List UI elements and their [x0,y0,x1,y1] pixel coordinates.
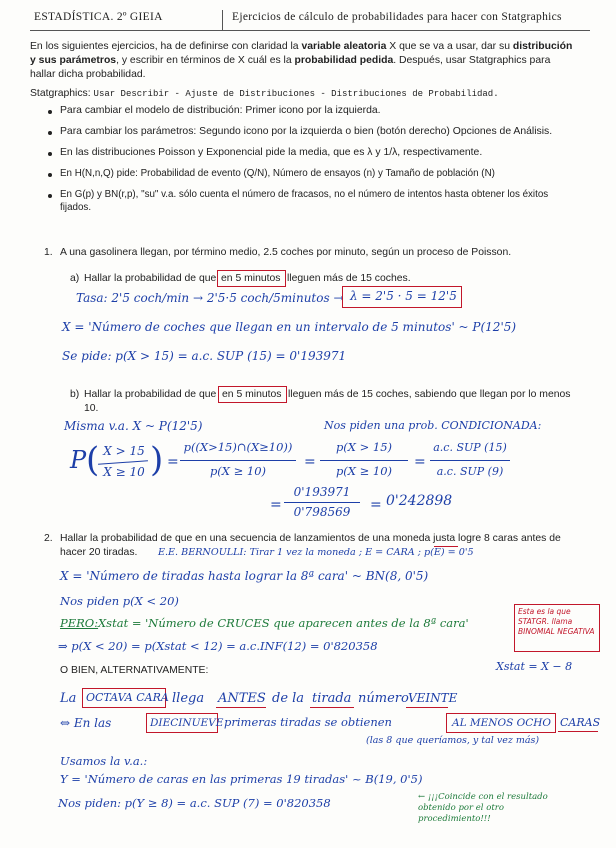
problem-1a-post: lleguen más de 15 coches. [287,273,411,284]
fraction-rule [284,502,360,503]
problem-2-statement-line-2: hacer 20 tiradas. [60,547,138,558]
fraction-rule [320,460,408,461]
eq4-denominator: 0'798569 [293,505,351,519]
handwritten-conditional: Nos piden una prob. CONDICIONADA: [324,419,542,432]
handwritten-var-x: X = 'Número de coches que llegan en un intervalo de 5 minutos' ~ P(12'5) [62,320,517,334]
handwritten-diecinueve: DIECINUEVE [150,717,224,729]
problem-1b-post-2: 10. [84,403,99,414]
handwritten-p: P [70,446,87,474]
handwritten-y-request: Nos piden: p(Y ≥ 8) = a.c. SUP (7) = 0'820358 [58,796,331,810]
bullet-dot [48,152,52,156]
handwritten-var-y: Y = 'Número de caras en las primeras 19 tiradas' ~ B(19, 0'5) [60,772,423,786]
eq3-numerator: a.c. SUP (15) [433,441,507,454]
underline [216,707,266,708]
problem-1a-label: a) [70,273,80,284]
handwritten-piden: Nos piden p(X < 20) [60,594,179,608]
handwritten-parenthetical: (las 8 que queríamos, y tal vez más) [366,735,540,746]
eq2-denominator: p(X ≥ 10) [335,464,393,478]
cond-numerator: X > 15 [103,444,145,458]
equals-sign: = [370,497,382,513]
handwritten-xstat-eq: Xstat = X − 8 [496,660,573,673]
problem-1a-box-text: en 5 minutos [221,273,281,284]
handwritten-caras: CARAS [560,716,601,729]
eq1-denominator: p(X ≥ 10) [209,464,267,478]
handwritten-tirada: tirada [312,691,352,706]
handwritten-antes: ANTES [218,691,266,706]
handwritten-almenos: AL MENOS OCHO [452,717,552,729]
eq3-denominator: a.c. SUP (9) [436,465,504,478]
fraction-rule [430,460,510,461]
underline [558,731,598,732]
handwritten-pero: PERO: [60,616,99,630]
handwritten-numero: número [358,691,409,706]
handwritten-usamos: Usamos la v.a.: [60,754,148,768]
bullet-item: En H(N,n,Q) pide: Probabilidad de evento (Q/N), Número de ensayos (n) y Tamaño de población (N) [60,168,495,179]
bullet-dot [48,110,52,114]
handwritten-request: Se pide: p(X > 15) = a.c. SUP (15) = 0'193971 [62,349,347,363]
equals-sign: = [304,454,316,470]
problem-1b-box-text: en 5 minutos [222,389,282,400]
handwritten-primeras: primeras tiradas se obtienen [224,715,392,729]
right-paren: ) [150,440,164,480]
equals-sign: = [414,454,426,470]
problem-1b-pre: Hallar la probabilidad de que [84,389,217,400]
problem-1-statement: A una gasolinera llegan, por término medio, 2.5 coches por minuto, según un proceso de Poisson. [60,247,512,258]
handwritten-llega: llega [172,691,205,706]
problem-1-number: 1. [44,247,53,258]
header-divider [222,10,223,30]
bullet-item: Para cambiar el modelo de distribución: Primer icono por la izquierda. [60,105,381,116]
bullet-item: En G(p) y BN(r,p), "su" v.a. sólo cuenta el número de fracasos, no el número de intentos hasta obtener los éxitos [60,189,549,200]
problem-1b-post: lleguen más de 15 coches, sabiendo que llegan por lo menos [288,389,571,400]
statgraphics-note: Esta es la que STATGR. llama BINOMIAL NEGATIVA [514,604,600,652]
eq2-numerator: p(X > 15) [335,440,393,454]
bullet-dot [48,131,52,135]
cond-denominator: X ≥ 10 [103,465,145,479]
coincidence-note: ← ¡¡¡Coincide con el resultado obtenido por el otro procedimiento!!! [418,792,548,824]
handwritten-rate: Tasa: 2'5 coch/min → 2'5·5 coch/5minutos → [76,291,344,305]
handwritten-veinte: VEINTE [408,691,458,705]
equals-sign: = [167,454,179,470]
worksheet-title: Ejercicios de cálculo de probabilidades para hacer con Statgraphics [232,11,562,23]
left-paren: ( [86,440,100,480]
handwritten-calc: ⇒ p(X < 20) = p(Xstat < 12) = a.c.INF(12) = 0'820358 [58,639,378,653]
intro-paragraph: En los siguientes ejercicios, ha de definirse con claridad la variable aleatoria X que se va a usar, dar su distribución y sus parámetros, y escribir en términos de X cuál es la probabilidad pedida. Después, usar Statgraphics para hallar dicha probabilidad. [30,41,573,80]
problem-1b-label: b) [70,389,80,400]
handwritten-var-x-negbin: X = 'Número de tiradas hasta lograr la 8ª cara' ~ BN(8, 0'5) [60,569,429,583]
handwritten-same-var: Misma v.a. X ~ P(12'5) [64,419,203,433]
page-header [30,8,590,31]
conditional-result: 0'242898 [386,493,453,509]
handwritten-en: ⇔ En las [60,716,112,730]
bullet-item-continuation: fijados. [60,202,92,213]
bullet-dot [48,173,52,177]
handwritten-la: La [60,691,77,706]
handwritten-bernoulli: E.E. BERNOULLI: Tirar 1 vez la moneda ; E = CARA ; p(E) = 0'5 [158,547,474,558]
handwritten-octava: OCTAVA CARA [86,691,169,704]
equals-sign: = [270,497,282,513]
fraction-rule [180,460,296,461]
problem-1a-pre: Hallar la probabilidad de que [84,273,217,284]
course-label: ESTADÍSTICA. 2º GIEIA [34,11,163,23]
underline [310,707,354,708]
problem-2-number: 2. [44,533,53,544]
alternatively-label: O BIEN, ALTERNATIVAMENTE: [60,665,209,676]
bullet-item: En las distribuciones Poisson y Exponencial pide la media, que es λ y 1/λ, respectivamente. [60,147,483,158]
underline [406,707,448,708]
handwritten-dela: de la [272,691,305,706]
problem-2-statement-line-1: Hallar la probabilidad de que en una secuencia de lanzamientos de una moneda justa logre 8 caras antes de [60,533,561,544]
bullet-item: Para cambiar los parámetros: Segundo icono por la izquierda o bien (botón derecho) Opciones de Análisis. [60,126,553,137]
bullet-dot [48,194,52,198]
eq1-numerator: p((X>15)∩(X≥10)) [183,440,293,454]
statgraphics-line: Statgraphics: Usar Describir - Ajuste de Distribuciones - Distribuciones de Probabilidad. [30,88,499,99]
handwritten-xstat: Xstat = 'Número de CRUCES que aparecen antes de la 8ª cara' [98,616,469,630]
handwritten-lambda: λ = 2'5 · 5 = 12'5 [350,289,457,303]
eq4-numerator: 0'193971 [293,485,351,499]
